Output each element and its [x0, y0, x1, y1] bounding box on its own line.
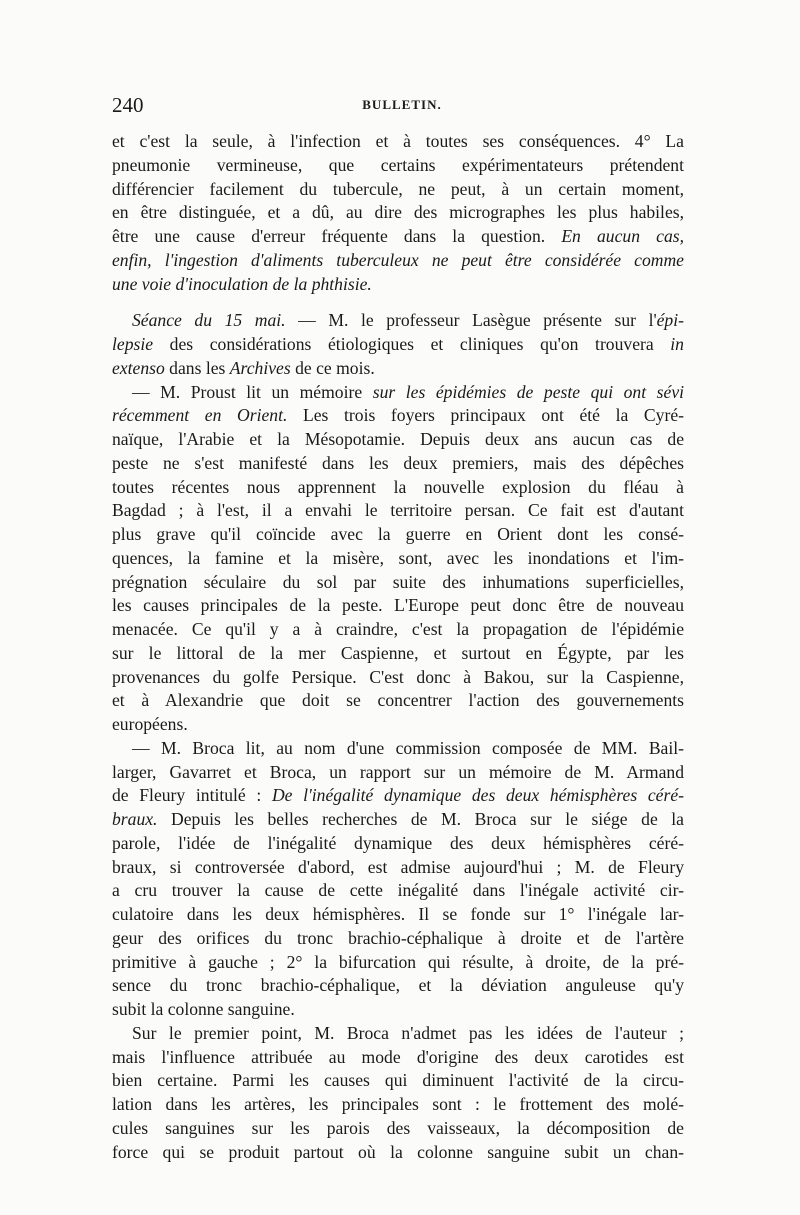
text-line: culatoire dans les deux hémisphères. Il se fonde sur 1° l'inégale lar- — [112, 904, 684, 924]
text-line: une voie d'inoculation de la phthisie. — [112, 273, 372, 294]
text-line: lepsie des considérations étiologiques et cliniques qu'on trouvera in — [112, 334, 684, 354]
text-line: — M. Proust lit un mémoire sur les épidémies de peste qui ont sévi — [132, 381, 685, 402]
text-line: Séance du 15 mai. — M. le professeur Lasègue présente sur l'épi- — [132, 310, 684, 331]
text-line: sence du tronc brachio-céphalique, et la déviation anguleuse qu'y — [112, 975, 684, 996]
text-line: subit la colonne sanguine. — [112, 999, 295, 1019]
text-line: menacée. Ce qu'il y a à craindre, c'est la propagation de l'épidémie — [112, 619, 684, 639]
running-head: BULLETIN. — [362, 97, 442, 112]
text-line: braux, si controversée d'abord, est admise aujourd'hui ; M. de Fleury — [112, 856, 684, 877]
text-line: Sur le premier point, M. Broca n'admet pas les idées de l'auteur ; — [132, 1022, 684, 1043]
text-line: en être distinguée, et a dû, au dire des micrographes les plus habiles, — [112, 202, 684, 223]
text-line: primitive à gauche ; 2° la bifurcation qui résulte, à droite, de la pré- — [112, 951, 684, 972]
text-line: peste ne s'est manifesté dans les deux premiers, mais des dépêches — [112, 452, 684, 473]
page-header — [112, 93, 692, 117]
text-line: parole, l'idée de l'inégalité dynamique des deux hémisphères céré- — [112, 832, 684, 853]
text-line: braux. Depuis les belles recherches de M. Broca sur le siége de la — [112, 809, 684, 829]
text-line: larger, Gavarret et Broca, un rapport sur un mémoire de M. Armand — [112, 761, 684, 782]
text-line: européens. — [112, 714, 188, 734]
page-number: 240 — [112, 93, 144, 117]
text-line: les causes principales de la peste. L'Europe peut donc être de nouveau — [112, 595, 684, 616]
text-line: récemment en Orient. Les trois foyers principaux ont été la Cyré- — [112, 405, 684, 426]
text-line: cules sanguines sur les parois des vaisseaux, la décomposition de — [112, 1117, 684, 1138]
text-line: force qui se produit partout où la colonne sanguine subit un chan- — [112, 1141, 684, 1162]
text-line: sur le littoral de la mer Caspienne, et surtout en Égypte, par les — [112, 642, 684, 663]
text-line: pneumonie vermineuse, que certains expérimentateurs prétendent — [112, 154, 684, 175]
text-line: et à Alexandrie que doit se concentrer l'action des gouvernements — [112, 690, 684, 711]
text-line: — M. Broca lit, au nom d'une commission composée de MM. Bail- — [132, 737, 684, 758]
text-line: extenso dans les Archives de ce mois. — [112, 357, 375, 378]
text-line: différencier facilement du tubercule, ne peut, à un certain moment, — [112, 178, 684, 199]
text-line: Bagdad ; à l'est, il a envahi le territoire persan. Ce fait est d'autant — [112, 500, 684, 521]
text-line: geur des orifices du tronc brachio-céphalique à droite et de l'artère — [112, 927, 684, 948]
text-line: prégnation séculaire du sol par suite des inhumations superficielles, — [112, 571, 684, 592]
body-text — [112, 130, 684, 1164]
text-line: et c'est la seule, à l'infection et à toutes ses conséquences. 4° La — [112, 131, 684, 151]
text-line: a cru trouver la cause de cette inégalité dans l'inégale activité cir- — [112, 880, 684, 901]
text-line: lation dans les artères, les principales sont : le frottement des molé- — [112, 1094, 684, 1114]
session-heading: Séance du 15 mai. — [132, 310, 286, 331]
text-line: enfin, l'ingestion d'aliments tuberculeux ne peut être considérée comme — [112, 249, 684, 270]
text-line: quences, la famine et la misère, sont, avec les inondations et l'im- — [112, 547, 684, 568]
text-line: plus grave qu'il coïncide avec la guerre en Orient dont les consé- — [112, 524, 684, 544]
text-line: provenances du golfe Persique. C'est donc à Bakou, sur la Caspienne, — [112, 666, 684, 687]
text-line: bien certaine. Parmi les causes qui diminuent l'activité de la circu- — [112, 1070, 684, 1091]
text-line: naïque, l'Arabie et la Mésopotamie. Depuis deux ans aucun cas de — [112, 429, 684, 449]
text-line: mais l'influence attribuée au mode d'origine des deux carotides est — [112, 1046, 684, 1067]
text-line: être une cause d'erreur fréquente dans la question. En aucun cas, — [112, 226, 684, 246]
text-line: toutes récentes nous apprennent la nouvelle explosion du fléau à — [112, 476, 684, 497]
text-line: de Fleury intitulé : De l'inégalité dynamique des deux hémisphères céré- — [112, 785, 684, 806]
